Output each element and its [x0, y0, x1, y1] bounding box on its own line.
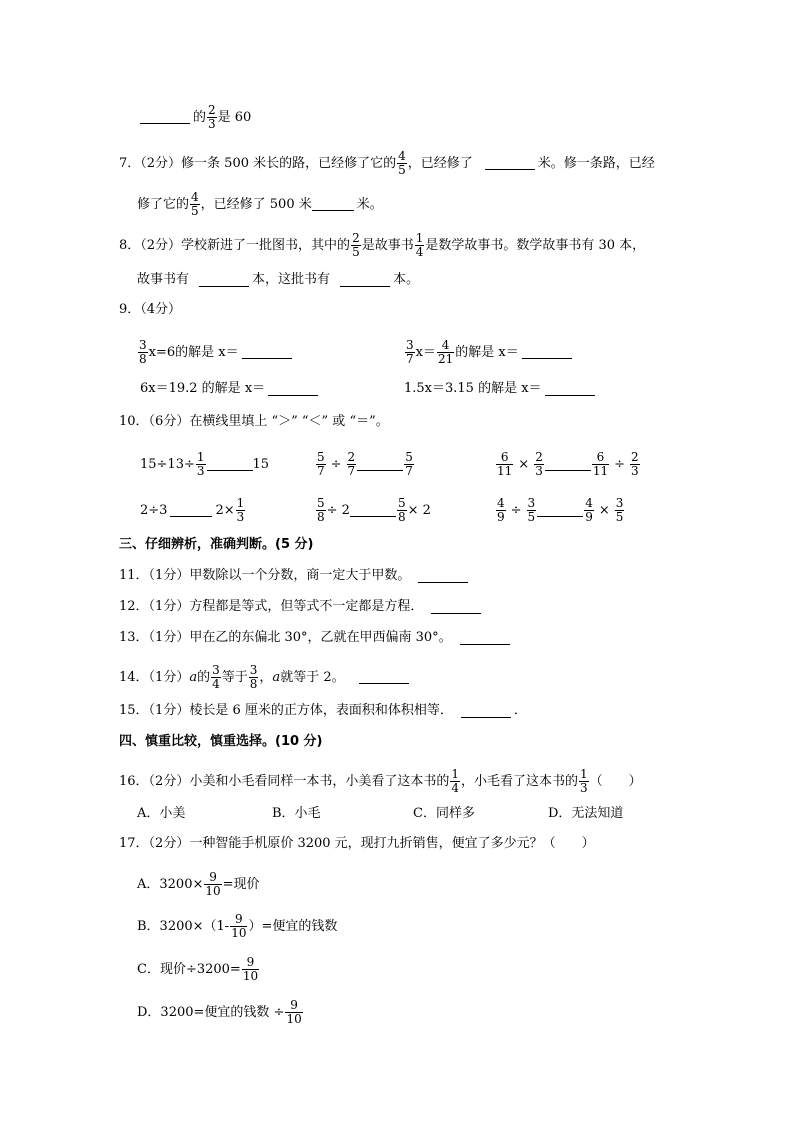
fraction: $\frac{3}{8}$: [249, 663, 258, 691]
answer-blank[interactable]: [537, 504, 583, 517]
q9-header: [119, 302, 181, 318]
answer-blank[interactable]: [418, 570, 468, 583]
q9-equation-4: [404, 381, 598, 397]
q16-option-c[interactable]: C．同样多: [413, 806, 475, 821]
fraction: $\frac{1}{3}$: [196, 450, 205, 478]
fraction: $\frac{9}{10}$: [286, 998, 302, 1026]
text: 修一条 500 米长的路，已经修了它的: [181, 155, 397, 171]
text: 修了它的: [137, 196, 190, 212]
fraction: $\frac{1}{4}$: [451, 767, 459, 795]
answer-blank[interactable]: [207, 458, 253, 471]
text: A．3200×: [137, 876, 204, 892]
answer-paren[interactable]: （ ）: [589, 773, 642, 789]
operator: ×: [598, 502, 610, 518]
fraction: $\frac{5}{8}$: [317, 496, 325, 524]
text: 1.5x＝3.15 的解是 x＝: [404, 381, 542, 396]
text: 等于: [221, 669, 248, 685]
fraction: $\frac{3}{4}$: [212, 663, 220, 691]
q10-r1c1: [140, 451, 269, 478]
text: x＝: [415, 344, 436, 360]
fraction: $\frac{6}{11}$: [592, 450, 609, 478]
operator: ÷: [330, 456, 342, 472]
text: 本，这批书有: [252, 272, 331, 287]
fraction: $\frac{3}{7}$: [406, 338, 414, 366]
answer-blank[interactable]: [461, 705, 511, 718]
fraction: $\frac{9}{10}$: [231, 912, 247, 940]
fraction: $\frac{5}{7}$: [405, 450, 413, 478]
text: C．现价÷3200=: [137, 961, 241, 977]
q17-option-c[interactable]: [137, 956, 260, 983]
text: B．3200×（1-: [137, 918, 230, 934]
answer-blank[interactable]: [268, 383, 318, 396]
answer-blank[interactable]: [350, 504, 396, 517]
q8-line2: [137, 272, 419, 288]
q9-equation-2: [404, 339, 575, 366]
q10-r2c3: [495, 497, 625, 524]
q9-equation-1: [137, 339, 295, 366]
answer-blank[interactable]: [357, 458, 403, 471]
fraction: $\frac{3}{8}$: [139, 338, 147, 366]
question-text: 13．（1分）甲在乙的东偏北 30°，乙就在甲西偏南 30°。: [119, 630, 452, 645]
answer-blank[interactable]: [340, 274, 390, 287]
q15: [119, 703, 527, 719]
question-text: 15．（1分）棱长是 6 厘米的正方体，表面积和体积相等．: [119, 703, 453, 718]
question-text: 17．（2分）一种智能手机原价 3200 元，现打九折销售，便宜了多少元？（ ）: [119, 836, 595, 851]
q17-option-b[interactable]: [137, 913, 337, 940]
fraction: $\frac{2}{3}$: [631, 450, 639, 478]
text: 的解是 x＝: [455, 344, 519, 360]
fraction: $\frac{1}{4}$: [415, 231, 424, 259]
q9-equation-3: [140, 381, 321, 397]
operator: ÷: [614, 456, 626, 472]
fraction: $\frac{3}{5}$: [615, 496, 624, 524]
section-heading-3: 三、仔细辨析，准确判断。(5 分): [119, 537, 314, 552]
text: 15: [252, 456, 270, 472]
text: ，: [259, 669, 273, 685]
fraction: $\frac{3}{5}$: [527, 496, 536, 524]
text: ）=便宜的钱数: [248, 918, 338, 934]
q16-option-a[interactable]: A．小美: [137, 806, 186, 821]
fraction: $\frac{9}{10}$: [205, 870, 221, 898]
text: D．3200=便宜的钱数 ÷: [137, 1004, 285, 1020]
answer-blank[interactable]: [522, 346, 572, 359]
text: 就等于 2。: [280, 669, 345, 685]
text: 米。修一条路，已经: [537, 155, 655, 171]
answer-blank[interactable]: [199, 274, 249, 287]
operator: ÷: [510, 502, 522, 518]
question-number: 7．（2分）: [119, 155, 182, 171]
text: 是故事书: [361, 237, 414, 253]
text: × 2: [407, 502, 431, 518]
fraction: $\frac{4}{9}$: [585, 496, 593, 524]
question-number: 14．（1分）: [119, 669, 190, 685]
q7-line2: [137, 191, 383, 218]
answer-blank[interactable]: [242, 346, 292, 359]
answer-blank[interactable]: [545, 458, 591, 471]
q16-option-d[interactable]: D．无法知道: [548, 806, 624, 821]
text: 2÷3: [140, 502, 168, 518]
text: 在横线里填上 “＞” “＜” 或 “＝”。: [189, 414, 389, 429]
q11: [119, 568, 471, 584]
question-text: 11．（1分）甲数除以一个分数，商一定大于甲数。: [119, 568, 411, 583]
answer-blank[interactable]: [140, 111, 190, 124]
text: 是数学故事书。数学故事书有 30 本，: [425, 237, 646, 253]
text: ，小毛看了这本书的: [460, 773, 578, 789]
answer-blank[interactable]: [545, 383, 595, 396]
q17-option-a[interactable]: [137, 871, 260, 898]
text: 故事书有: [137, 272, 190, 287]
fraction: $\frac{2}{3}$: [535, 450, 543, 478]
fraction: $\frac{4}{5}$: [398, 149, 406, 177]
fraction: $\frac{4}{9}$: [497, 496, 505, 524]
q17-option-d[interactable]: [137, 999, 304, 1026]
variable: a: [189, 669, 198, 685]
text: 的: [193, 109, 207, 125]
fraction: $\frac{2}{3}$: [208, 103, 216, 131]
text: 2×: [215, 502, 235, 518]
section-heading-4: 四、慎重比较，慎重选择。(10 分): [119, 734, 323, 749]
text: ，已经修了 500 米: [200, 196, 312, 212]
question-number: 9．（4分）: [119, 302, 182, 317]
question-number: 8．（2分）: [119, 237, 182, 253]
variable: a: [272, 669, 281, 685]
answer-blank[interactable]: [170, 504, 212, 517]
fraction: $\frac{5}{7}$: [317, 450, 325, 478]
question-text: 12．（1分）方程都是等式，但等式不一定都是方程．: [119, 599, 424, 614]
text: ．: [513, 703, 527, 718]
q10-r1c2: [315, 451, 415, 478]
answer-blank[interactable]: [460, 632, 510, 645]
text: 本。: [393, 272, 420, 287]
text: 15÷13÷: [140, 456, 195, 472]
text: x=6的解是 x＝: [148, 344, 239, 360]
fraction: $\frac{2}{5}$: [352, 231, 360, 259]
text: 的: [197, 669, 211, 685]
question-number: 10．（6分）: [119, 414, 190, 429]
fraction: $\frac{4}{5}$: [191, 190, 199, 218]
text: ，已经修了: [407, 155, 473, 171]
text: 6x＝19.2 的解是 x＝: [140, 381, 266, 396]
q17-stem: [119, 836, 595, 852]
q14: [119, 664, 412, 691]
text: =现价: [222, 876, 260, 892]
fraction: $\frac{1}{3}$: [579, 767, 588, 795]
fraction: $\frac{1}{3}$: [236, 496, 245, 524]
q10-header: [119, 414, 389, 430]
q13: [119, 630, 513, 646]
q16-stem: [119, 768, 642, 795]
fraction: $\frac{6}{11}$: [497, 450, 513, 478]
q6-tail: [137, 104, 251, 131]
q10-r2c2: [315, 497, 431, 524]
q8-line1: [119, 232, 645, 259]
text: ÷ 2: [326, 502, 350, 518]
question-text: 16．（2分）小美和小毛看同样一本书，小美看了这本书的: [119, 773, 450, 789]
fraction: $\frac{4}{21}$: [437, 338, 454, 366]
answer-blank[interactable]: [312, 198, 354, 211]
text: 是 60: [217, 109, 252, 125]
fraction: $\frac{2}{7}$: [347, 450, 356, 478]
q10-r2c1: [140, 497, 246, 524]
q16-option-b[interactable]: B．小毛: [272, 806, 321, 821]
answer-blank[interactable]: [485, 157, 535, 170]
answer-blank[interactable]: [359, 671, 409, 684]
q10-r1c3: [495, 451, 641, 478]
text: 米。: [356, 196, 383, 212]
fraction: $\frac{9}{10}$: [242, 955, 259, 983]
q7-line1: [119, 150, 655, 177]
fraction: $\frac{5}{8}$: [397, 496, 406, 524]
answer-blank[interactable]: [431, 601, 481, 614]
q12: [119, 599, 484, 615]
text: 学校新进了一批图书，其中的: [181, 237, 351, 253]
operator: ×: [518, 456, 530, 472]
